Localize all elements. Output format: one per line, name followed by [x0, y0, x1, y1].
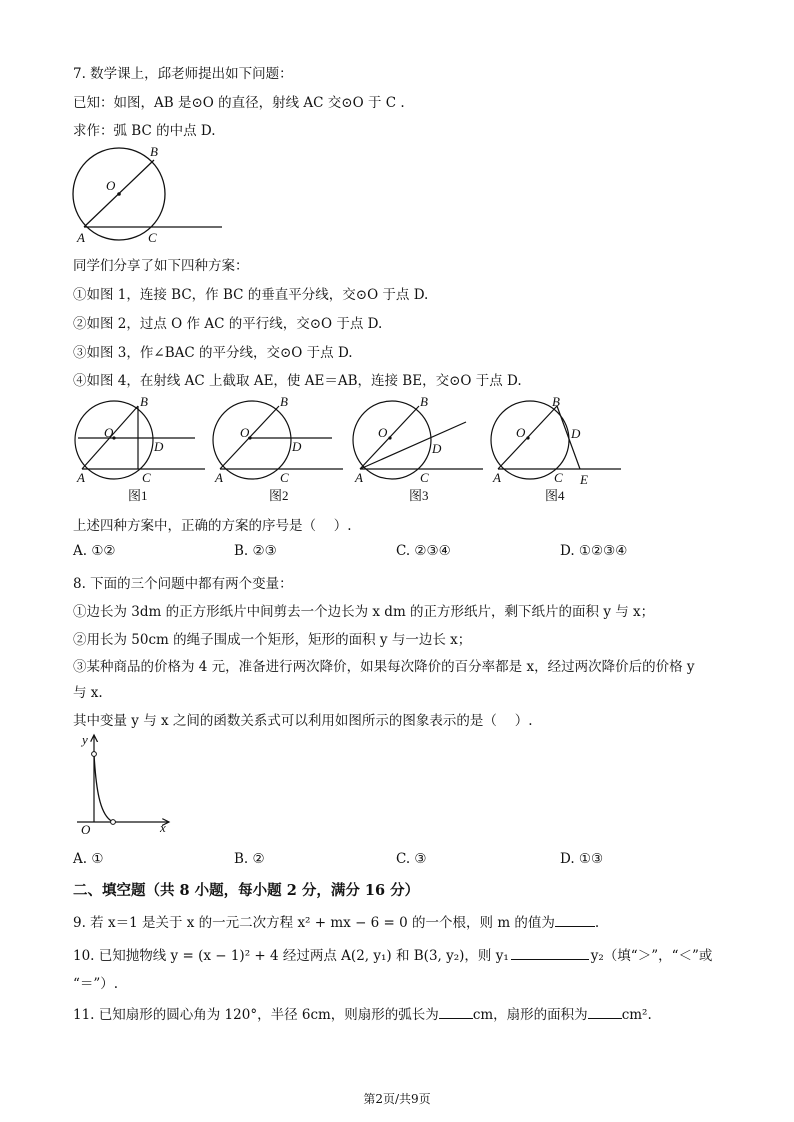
- fig1-label-b: B: [140, 394, 148, 409]
- q7-figure-1: [70, 392, 210, 507]
- label-a: A: [77, 230, 85, 245]
- q11-text-mid: cm，扇形的面积为: [472, 1007, 588, 1023]
- axis-label-x: x: [160, 820, 166, 835]
- q8-problem-3a: ③某种商品的价格为 4 元，准备进行两次降价，如果每次降价的百分率都是 x，经过两次降价后的价格 y: [73, 659, 695, 675]
- q7-find: 求作：弧 BC 的中点 D.: [73, 123, 216, 139]
- q7-scheme-2: ②如图 2，过点 O 作 AC 的平行线，交⊙O 于点 D.: [73, 316, 383, 332]
- q8-problem-2: ②用长为 50cm 的绳子围成一个矩形，矩形的面积 y 与一边长 x；: [73, 632, 472, 648]
- fig4-label-b: B: [552, 394, 560, 409]
- q10-text-end: y₂（填“＞”，“＜”或: [590, 948, 713, 964]
- q7-option-b: B. ②③: [234, 543, 277, 559]
- fig4-label-a: A: [493, 470, 501, 485]
- label-b: B: [150, 144, 158, 159]
- axis-label-y: y: [82, 732, 88, 747]
- q9: [73, 911, 599, 931]
- q8-option-a: A. ①: [73, 851, 104, 867]
- q7-option-c: C. ②③④: [396, 543, 451, 559]
- q7-ask: 上述四种方案中，正确的方案的序号是（ ）.: [73, 518, 352, 534]
- q11: [73, 1003, 652, 1023]
- q7-figure-3: [348, 392, 488, 507]
- fig1-label-o: O: [104, 425, 114, 440]
- q7-scheme-1: ①如图 1，连接 BC，作 BC 的垂直平分线，交⊙O 于点 D.: [73, 287, 429, 303]
- open-endpoint-top: [92, 752, 97, 757]
- q10-text: 10. 已知抛物线 y = (x − 1)² + 4 经过两点 A(2, y₁) 和 B(3, y₂)，则 y₁: [73, 948, 509, 964]
- fig2-label-a: A: [215, 470, 223, 485]
- fig3-label-d: D: [432, 441, 442, 456]
- fig2-label-b: B: [280, 394, 288, 409]
- q7-option-d: D. ①②③④: [560, 543, 628, 559]
- q8-problem-3b: 与 x.: [73, 685, 103, 701]
- q7-figure-2: [208, 392, 348, 507]
- fig1-label-a: A: [77, 470, 85, 485]
- fig1-label-d: D: [154, 439, 164, 454]
- q11-answer-blank-2: [588, 1006, 622, 1019]
- q7-title: 7. 数学课上，邱老师提出如下问题：: [73, 66, 293, 82]
- fig3-label-a: A: [355, 470, 363, 485]
- q9-text: 9. 若 x＝1 是关于 x 的一元二次方程 x² + mx − 6 = 0 的一个根，则 m 的值为: [73, 915, 555, 931]
- fig4-label-c: C: [554, 470, 563, 485]
- q8-problem-1: ①边长为 3dm 的正方形纸片中间剪去一个边长为 x dm 的正方形纸片，剩下纸片的面积 y 与 x；: [73, 604, 655, 620]
- q7-scheme-4: ④如图 4，在射线 AC 上截取 AE，使 AE＝AB，连接 BE，交⊙O 于点 D.: [73, 373, 522, 389]
- q7-option-a: A. ①②: [73, 543, 116, 559]
- fig4-label-e: E: [580, 472, 588, 487]
- axis-label-origin: O: [81, 822, 91, 837]
- q10-answer-blank: [511, 947, 589, 960]
- q7-given: 已知：如图，AB 是⊙O 的直径，射线 AC 交⊙O 于 C .: [73, 95, 405, 111]
- q8-ask: 其中变量 y 与 x 之间的函数关系式可以利用如图所示的图象表示的是（ ）.: [73, 713, 533, 729]
- center-dot: [117, 192, 121, 196]
- fig4-caption: 图4: [545, 488, 565, 503]
- q7-intro: 同学们分享了如下四种方案：: [73, 258, 249, 274]
- fig2-label-o: O: [240, 425, 250, 440]
- q7-scheme-3: ③如图 3，作∠BAC 的平分线，交⊙O 于点 D.: [73, 345, 353, 361]
- decay-curve: [94, 754, 114, 822]
- label-c: C: [148, 230, 157, 245]
- fig3-label-b: B: [420, 394, 428, 409]
- fig3-label-o: O: [378, 425, 388, 440]
- q9-end: .: [594, 915, 600, 931]
- open-endpoint-bottom: [111, 820, 116, 825]
- q10-line-2: “＝”）.: [73, 976, 119, 992]
- q8-graph: [72, 730, 182, 840]
- q8-option-b: B. ②: [234, 851, 265, 867]
- label-o: O: [106, 178, 116, 193]
- fig2-label-c: C: [280, 470, 289, 485]
- q7-figure-4: [486, 392, 631, 507]
- q9-answer-blank: [555, 914, 595, 927]
- q7-main-figure: [60, 140, 240, 250]
- fig3-caption: 图3: [409, 488, 429, 503]
- fig1-caption: 图1: [128, 488, 148, 503]
- q11-text-end: cm².: [621, 1007, 652, 1023]
- q8-option-c: C. ③: [396, 851, 427, 867]
- q8-option-d: D. ①③: [560, 851, 604, 867]
- q11-answer-blank-1: [439, 1006, 473, 1019]
- q8-title: 8. 下面的三个问题中都有两个变量：: [73, 576, 293, 592]
- section-2-heading: 二、填空题（共 8 小题，每小题 2 分，满分 16 分）: [73, 882, 420, 899]
- fig3-label-c: C: [420, 470, 429, 485]
- fig1-label-c: C: [142, 470, 151, 485]
- fig2-label-d: D: [292, 439, 302, 454]
- q11-text: 11. 已知扇形的圆心角为 120°，半径 6cm，则扇形的弧长为: [73, 1007, 439, 1023]
- fig4-label-o: O: [516, 425, 526, 440]
- page-footer: 第2页/共9页: [363, 1092, 431, 1106]
- q10: [73, 944, 712, 964]
- fig2-caption: 图2: [269, 488, 289, 503]
- fig4-label-d: D: [571, 426, 581, 441]
